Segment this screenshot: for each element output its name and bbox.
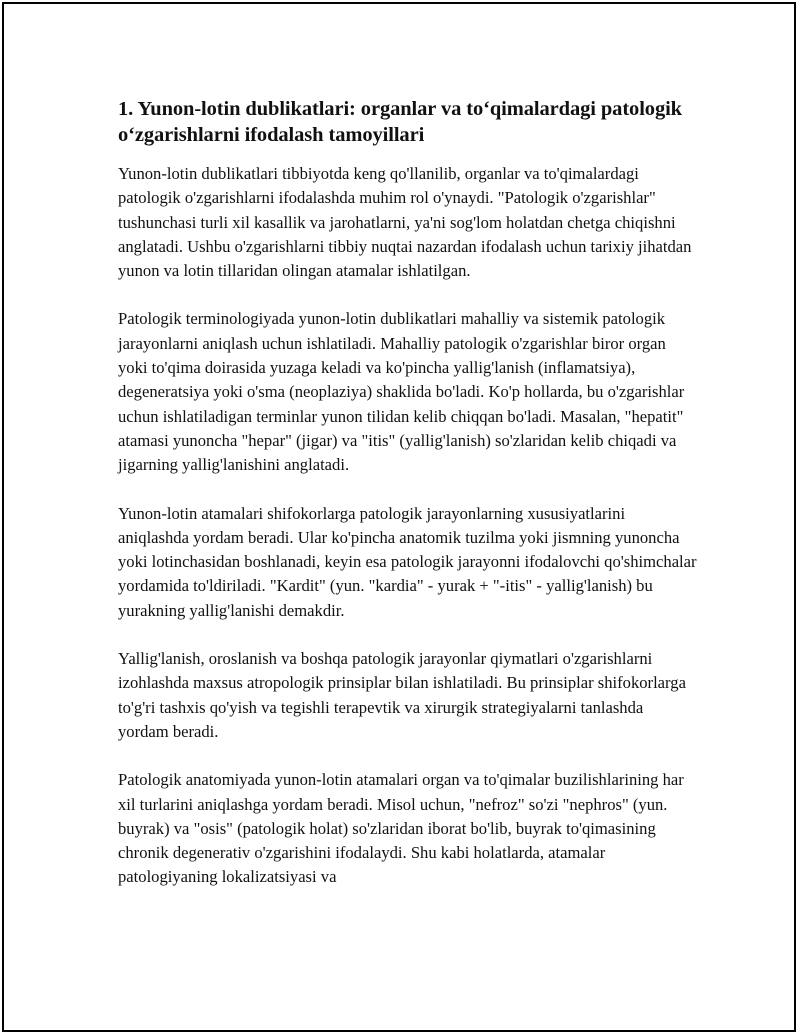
paragraph-2: Patologik terminologiyada yunon-lotin dublikatlari mahalliy va sistemik patologik jarayonlarni aniqlash uchun ishlatiladi. Mahalliy patologik o'zgarishlar biror organ yoki to'qima doirasida yuzaga keladi va ko'pincha yallig'lanish (inflamatsiya), degeneratsiya yoki o'sma (neoplaziya) shaklida bo'ladi. Ko'p hollarda, bu o'zgarishlar uchun ishlatiladigan terminlar yunon tilidan kelib chiqqan bo'ladi. Masalan, "hepatit" atamasi yunoncha "hepar" (jigar) va "itis" (yallig'lanish) so'zlaridan kelib chiqadi va jigarning yallig'lanishini anglatadi. [118,309,685,475]
page-bottom-margin [4,950,792,1026]
document-title: 1. Yunon-lotin dublikatlari: organlar va to‘qimalardagi patologik o‘zgarishlarni ifodalash tamoyillari [118,98,682,146]
paragraph-4: Yallig'lanish, oroslanish va boshqa patologik jarayonlar qiymatlari o'zgarishlarni izohlashda maxsus atropologik prinsiplar bilan ishlatiladi. Bu prinsiplar shifokorlarga to'g'ri tashxis qo'yish va tegishli terapevtik va xirurgik strategiyalarni tanlashda yordam beradi. [118,649,686,741]
paragraph-1: Yunon-lotin dublikatlari tibbiyotda keng qo'llanilib, organlar va to'qimalardagi patologik o'zgarishlarni ifodalashda muhim rol o'ynaydi. "Patologik o'zgarishlar" tushunchasi turli xil kasallik va jarohatlarni, ya'ni sog'lom holatdan chetga chiqishni anglatadi. Ushbu o'zgarishlarni tibbiy nuqtai nazardan ifodalash uchun tarixiy jihatdan yunon va lotin tillaridan olingan atamalar ishlatilgan. [118,164,692,281]
paragraph-3: Yunon-lotin atamalari shifokorlarga patologik jarayonlarning xususiyatlarini aniqlashda yordam beradi. Ular ko'pincha anatomik tuzilma yoki jismning yunoncha yoki lotinchasidan boshlanadi, keyin esa patologik jarayonni ifodalovchi qo'shimchalar yordamida to'ldiriladi. "Kardit" (yun. "kardia" - yurak + "-itis" - yallig'lanish) bu yurakning yallig'lanishi demakdir. [118,503,697,620]
document-body [118,96,698,890]
paragraph-5: Patologik anatomiyada yunon-lotin atamalari organ va to'qimalar buzilishlarining har xil turlarini aniqlashga yordam beradi. Misol uchun, "nefroz" so'zi "nephros" (yun. buyrak) va "osis" (patologik holat) so'zlaridan iborat bo'lib, buyrak to'qimasining chronik degenerativ o'zgarishini ifodalaydi. Shu kabi holatlarda, atamalar patologiyaning lokalizatsiyasi va [118,770,684,887]
